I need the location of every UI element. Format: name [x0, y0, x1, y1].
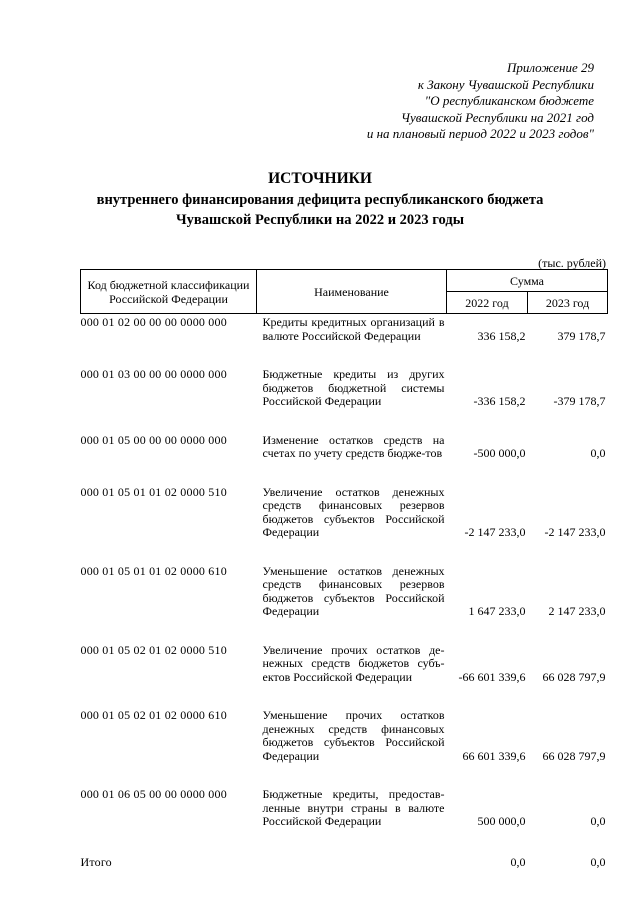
table-row [81, 368, 608, 434]
row-code: 000 01 05 02 01 02 0000 510 [80, 642, 227, 657]
row-value-2022: -2 147 233,0 [464, 525, 526, 539]
total-row [81, 854, 608, 870]
total-value-2022: 0,0 [510, 854, 526, 869]
table-row [81, 644, 608, 710]
appendix-header [294, 60, 594, 143]
row-value-2022: -66 601 339,6 [458, 669, 526, 684]
table-row [81, 709, 608, 788]
row-name: Увеличение остатков денежных средств финансовых резервов бюджетов субъектов Российской Федерации [262, 484, 445, 539]
header-sum: Сумма [447, 270, 608, 292]
row-name: Бюджетные кредиты из других бюджетов бюджетной системы Российской Федерации [262, 367, 445, 408]
row-code: 000 01 02 00 00 00 0000 000 [80, 315, 227, 329]
appendix-line: Чувашской Республики на 2021 год [401, 109, 594, 125]
row-value-2023: 379 178,7 [557, 328, 606, 343]
row-value-2022: 500 000,0 [477, 814, 526, 828]
header-name: Наименование [257, 270, 447, 314]
row-code: 000 01 06 05 00 00 0000 000 [80, 787, 227, 801]
total-value-2023: 0,0 [590, 854, 606, 869]
row-code: 000 01 03 00 00 00 0000 000 [80, 367, 227, 381]
row-code: 000 01 05 01 01 02 0000 510 [80, 484, 227, 499]
row-value-2023: 0,0 [590, 446, 606, 460]
row-value-2023: -2 147 233,0 [544, 525, 606, 539]
appendix-line: Приложение 29 [506, 60, 594, 75]
table-row [81, 314, 608, 369]
row-value-2023: 0,0 [590, 814, 606, 828]
total-name-empty [257, 854, 447, 870]
header-year-2022: 2022 год [447, 292, 528, 314]
row-name: Уменьшение прочих остатков денежных средств финансовых бюджетов субъектов Российской Федерации [262, 708, 445, 763]
row-name: Изменение остатков средств на счетах по учету средств бюдже-тов [262, 432, 445, 460]
total-label: Итого [80, 854, 112, 869]
row-value-2022: -500 000,0 [473, 446, 526, 460]
row-value-2023: -379 178,7 [553, 394, 606, 408]
appendix-line: "О республиканском бюджете [424, 93, 594, 108]
title-line-2: внутреннего финансирования дефицита республиканского бюджета [96, 192, 544, 208]
header-code: Код бюджетной классификации Российской Федерации [81, 270, 257, 314]
row-name: Бюджетные кредиты, предостав-ленные внутри страны в валюте Российской Федерации [262, 787, 445, 828]
title-line-3: Чувашской Республики на 2022 и 2023 годы [175, 212, 465, 228]
row-value-2022: 336 158,2 [477, 328, 526, 343]
table-row [81, 565, 608, 644]
units-label: (тыс. рублей) [538, 256, 606, 270]
title-line-1: ИСТОЧНИКИ [268, 170, 372, 187]
sources-table [80, 269, 608, 869]
row-code: 000 01 05 01 01 02 0000 610 [80, 563, 227, 578]
row-name: Уменьшение остатков денежных средств финансовых резервов бюджетов субъектов Российской Федерации [262, 563, 445, 618]
row-value-2022: 66 601 339,6 [462, 748, 526, 763]
table-row [81, 788, 608, 854]
table-row [81, 486, 608, 565]
row-code: 000 01 05 00 00 00 0000 000 [80, 432, 227, 447]
appendix-line: и на плановый период 2022 и 2023 годов" [366, 126, 594, 141]
row-value-2023: 66 028 797,9 [542, 669, 606, 684]
row-name: Увеличение прочих остатков де-нежных средств бюджетов субъ-ектов Российской Федерации [262, 642, 445, 684]
row-value-2023: 2 147 233,0 [548, 604, 606, 618]
document-title [0, 168, 640, 230]
header-year-2023: 2023 год [528, 292, 608, 314]
row-value-2022: 1 647 233,0 [468, 604, 526, 618]
table-row [81, 434, 608, 486]
row-name: Кредиты кредитных организаций в валюте Российской Федерации [262, 315, 445, 343]
appendix-line: к Закону Чувашской Республики [417, 76, 594, 92]
row-value-2022: -336 158,2 [473, 394, 526, 408]
row-value-2023: 66 028 797,9 [542, 748, 606, 763]
row-code: 000 01 05 02 01 02 0000 610 [80, 708, 227, 722]
